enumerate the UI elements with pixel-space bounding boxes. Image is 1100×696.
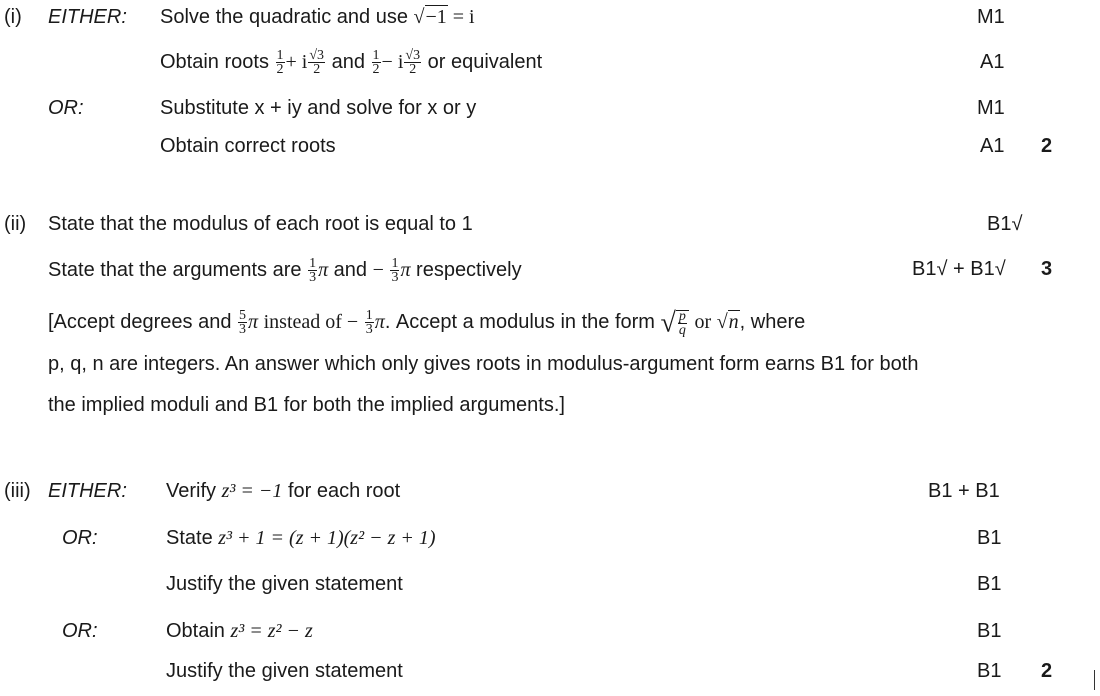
part-iii-line1 <box>166 479 400 503</box>
part-iii-line4-lead: Obtain <box>166 620 225 642</box>
accept-or: or <box>694 310 712 333</box>
accept-instead: instead of − <box>263 310 359 333</box>
sqrt-p-over-q: √ $\frac{p}{q}$ <box>661 310 689 337</box>
part-iii-mark-3: B1 <box>977 573 1002 595</box>
part-i-line1-text: Solve the quadratic and use <box>160 6 408 28</box>
part-i-either-label: EITHER: <box>48 6 127 28</box>
fraction-root3-over-2: $\frac{√3}{2}$ <box>309 48 325 77</box>
part-iii-line2 <box>166 526 436 550</box>
accept-mid: . Accept a modulus in the form <box>384 310 655 333</box>
fraction-one-half: $\frac{1}{2}$ <box>276 48 284 77</box>
plus-i: + i <box>285 50 308 73</box>
part-ii-line2 <box>48 257 522 284</box>
part-iii-or-label-2: OR: <box>62 620 98 642</box>
part-ii-label: (ii) <box>4 213 27 235</box>
part-iii-line4 <box>166 619 313 643</box>
fraction-five-thirds: $\frac{5}{3}$ <box>239 308 247 337</box>
part-iii-mark-5: B1 <box>977 660 1002 682</box>
minus-i: − i <box>381 50 404 73</box>
fraction-one-half-2: $\frac{1}{2}$ <box>372 48 380 77</box>
part-i-line2-lead: Obtain roots <box>160 50 269 73</box>
text-cursor <box>1094 670 1095 690</box>
part-i-line2-and: and <box>331 50 365 73</box>
pi-symbol-4: π <box>374 310 385 333</box>
part-iii-label: (iii) <box>4 480 31 502</box>
accept-where: , where <box>739 310 806 333</box>
z-cubed-equation: z³ = −1 <box>221 480 283 502</box>
part-ii-note-line3: the implied moduli and B1 for both the implied arguments.] <box>48 394 565 416</box>
part-iii-line5: Justify the given statement <box>166 660 403 682</box>
fraction-one-third-3: $\frac{1}{3}$ <box>365 308 373 337</box>
pi-symbol: π <box>318 258 329 281</box>
part-iii-line3: Justify the given statement <box>166 573 403 595</box>
part-iii-or-label-1: OR: <box>62 527 98 549</box>
part-i-line3: Substitute x + iy and solve for x or y <box>160 97 477 119</box>
part-ii-mark-2: B1√ + B1√ <box>912 258 1006 280</box>
accept-lead: [Accept degrees and <box>48 310 232 333</box>
part-iii-line1-lead: Verify <box>166 480 217 502</box>
part-iii-line1-tail: for each root <box>287 480 401 502</box>
part-i-mark-1: M1 <box>977 6 1005 28</box>
sqrt-n: √n <box>716 310 739 333</box>
part-i-or-label: OR: <box>48 97 84 119</box>
pi-symbol-2: π <box>400 258 411 281</box>
part-iii-either-label: EITHER: <box>48 480 127 502</box>
part-i-mark-3: M1 <box>977 97 1005 119</box>
sqrt-minus-one: √−1 <box>413 6 447 28</box>
part-ii-accept-line <box>48 309 805 337</box>
part-ii-line2-lead: State that the arguments are <box>48 258 302 281</box>
minus-sign: − <box>372 258 384 281</box>
part-i-total: 2 <box>1041 135 1053 157</box>
fraction-one-third: $\frac{1}{3}$ <box>309 256 317 285</box>
part-ii-line2-and: and <box>333 258 368 281</box>
equals-i: = i <box>447 6 475 28</box>
part-ii-total: 3 <box>1041 258 1053 280</box>
part-ii-note-line2: p, q, n are integers. An answer which only gives roots in modulus-argument form earns B1 for both <box>48 353 919 375</box>
fraction-one-third-2: $\frac{1}{3}$ <box>391 256 399 285</box>
part-ii-line1: State that the modulus of each root is equal to 1 <box>48 213 473 235</box>
z-cubed-relation: z³ = z² − z <box>230 620 313 642</box>
fraction-root3-over-2-2: $\frac{√3}{2}$ <box>405 48 421 77</box>
part-iii-mark-4: B1 <box>977 620 1002 642</box>
part-ii-line2-tail: respectively <box>416 258 522 281</box>
part-ii-mark-1: B1√ <box>987 213 1023 235</box>
part-i-mark-2: A1 <box>980 51 1005 73</box>
part-iii-mark-1: B1 + B1 <box>928 480 1000 502</box>
part-i-mark-4: A1 <box>980 135 1005 157</box>
factorisation-equation: z³ + 1 = (z + 1)(z² − z + 1) <box>218 527 436 549</box>
part-iii-line2-lead: State <box>166 527 213 549</box>
part-i-line2-tail: or equivalent <box>427 50 543 73</box>
part-i-line4: Obtain correct roots <box>160 135 336 157</box>
part-i-line1 <box>160 5 475 29</box>
part-iii-total: 2 <box>1041 660 1053 682</box>
part-i-line2 <box>160 49 542 76</box>
pi-symbol-3: π <box>248 310 259 333</box>
part-iii-mark-2: B1 <box>977 527 1002 549</box>
part-i-label: (i) <box>4 6 22 28</box>
